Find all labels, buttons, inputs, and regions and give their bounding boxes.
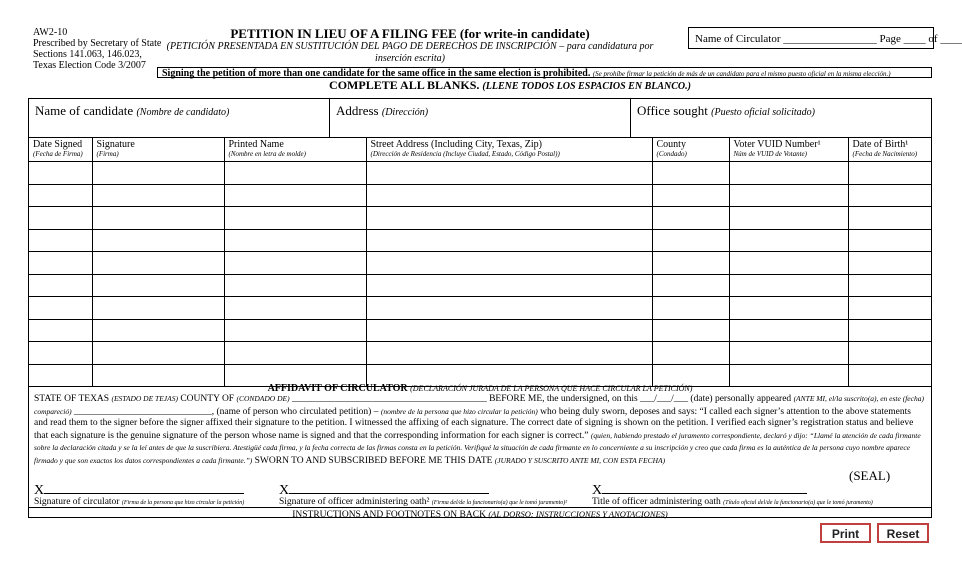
page-of-label: of — [928, 33, 938, 45]
office-sought-label: Office sought — [637, 103, 708, 118]
signer-cell[interactable] — [92, 207, 224, 230]
affidavit-heading: AFFIDAVIT OF CIRCULATOR — [267, 383, 408, 394]
affidavit-sworn-spanish: (JURADO Y SUSCRITO ANTE MI, CON ESTA FECHA) — [494, 455, 666, 465]
affidavit-state-spanish: (ESTADO DE TEJAS) — [111, 394, 178, 403]
signer-row — [29, 319, 931, 342]
affidavit-county: COUNTY OF — [180, 394, 235, 404]
signer-cell[interactable] — [652, 229, 729, 252]
col-street-address: Street Address (Including City, Texas, Zip) (Dirección de Residencia (Incluye Ciudad, Estado, Código Postal)) — [366, 138, 652, 162]
signer-cell[interactable] — [92, 297, 224, 320]
signer-cell[interactable] — [92, 319, 224, 342]
print-button[interactable]: Print — [820, 523, 871, 543]
signer-cell[interactable] — [29, 229, 92, 252]
candidate-name-field[interactable] — [29, 99, 329, 137]
col-printed-name: Printed Name (Nombre en letra de molde) — [224, 138, 366, 162]
signer-cell[interactable] — [848, 297, 931, 320]
signer-cell[interactable] — [92, 162, 224, 185]
signer-cell[interactable] — [729, 207, 848, 230]
signer-cell[interactable] — [729, 229, 848, 252]
signer-cell[interactable] — [29, 162, 92, 185]
signer-cell[interactable] — [224, 207, 366, 230]
signer-cell[interactable] — [366, 229, 652, 252]
signer-row — [29, 184, 931, 207]
signer-cell[interactable] — [366, 319, 652, 342]
signer-cell[interactable] — [29, 319, 92, 342]
col-county: County (Condado) — [652, 138, 729, 162]
candidate-name-spanish: (Nombre de candidato) — [136, 107, 230, 118]
signer-cell[interactable] — [224, 229, 366, 252]
signers-table — [29, 137, 931, 387]
affidavit-heading-spanish: (DECLARACIÓN JURADA DE LA PERSONA QUE HACE CIRCULAR LA PETICIÓN) — [410, 384, 693, 393]
affidavit-state: STATE OF TEXAS — [34, 394, 110, 404]
signer-cell[interactable] — [652, 297, 729, 320]
warning-text: Signing the petition of more than one candidate for the same office in the same election is prohibited. — [162, 68, 591, 79]
circulator-name-label: Name of Circulator — [695, 33, 781, 45]
signer-cell[interactable] — [224, 184, 366, 207]
address-field[interactable] — [329, 99, 630, 137]
signer-row — [29, 229, 931, 252]
signer-cell[interactable] — [652, 162, 729, 185]
signer-cell[interactable] — [29, 297, 92, 320]
signer-cell[interactable] — [729, 342, 848, 365]
signer-cell[interactable] — [848, 184, 931, 207]
signer-cell[interactable] — [366, 342, 652, 365]
signer-cell[interactable] — [224, 162, 366, 185]
affidavit-circulator-name-field[interactable]: _____________________________, (name of person who circulated petition) – — [74, 406, 379, 417]
circulator-name-field[interactable]: _________________ — [783, 33, 877, 45]
col-date-signed: Date Signed (Fecha de Firma) — [29, 138, 92, 162]
signer-cell[interactable] — [366, 252, 652, 275]
affidavit-county-spanish: (CONDADO DE) — [236, 394, 290, 403]
signer-cell[interactable] — [729, 162, 848, 185]
page-total-field[interactable]: ____ — [940, 33, 962, 45]
officer-signature-line[interactable]: X — [279, 482, 489, 499]
complete-spanish: (LLENE TODOS LOS ESPACIOS EN BLANCO.) — [482, 81, 691, 92]
signer-cell[interactable] — [29, 274, 92, 297]
affidavit-statement: who being duly sworn, deposes and says: “I called each signer’s attention to the above statements and read them to the signer before the signer affixed their signature to the petition. I witnessed the affixing of each signature. The correct date of signing is shown on the petition. I verified each signer’s registration status and believe that each signature is the genuine signature of the person whose name is signed and that the corresponding information for each signer is correct.” — [34, 406, 914, 441]
signer-cell[interactable] — [848, 207, 931, 230]
signer-cell[interactable] — [729, 252, 848, 275]
circulator-signature-label: Signature of circulator (Firma de la persona que hizo circular la petición) — [34, 497, 245, 507]
signer-row — [29, 342, 931, 365]
signer-cell[interactable] — [366, 274, 652, 297]
title-spanish: (PETICIÓN PRESENTADA EN SUSTITUCIÓN DEL PAGO DE DERECHOS DE INSCRIPCIÓN – para candidatura por inserción escrita) — [166, 41, 654, 64]
reset-button[interactable]: Reset — [877, 523, 929, 543]
signer-cell[interactable] — [652, 274, 729, 297]
affidavit-statement-spanish: (quien, habiendo prestado el juramento correspondiente, declaró y dijo: “Llamé la atención de cada firmante sobre la declaración citada y se la leí antes de que la suscribiera. Atestigüé cada firma, y la fecha correcta de las firmas consta en la petición. Verifiqué la situación de cada firmante en lo concerniente a su inscripción y creo que cada firma es la auténtica de la persona cuyo nombre aparece firmado y que son exactos los datos correspondientes a cada firmante.”) — [34, 430, 921, 465]
signer-cell[interactable] — [848, 162, 931, 185]
affidavit-sworn: SWORN TO AND SUBSCRIBED BEFORE ME THIS DATE — [254, 455, 493, 466]
form-title — [150, 27, 670, 65]
signers-table-header — [29, 138, 931, 162]
signer-row — [29, 207, 931, 230]
seal-label: (SEAL) — [849, 468, 891, 483]
signer-cell[interactable] — [92, 342, 224, 365]
affidavit-appeared-spanish: (ANTE MI, el/la suscrito(a), en este (fecha) compareció) — [34, 394, 924, 416]
signer-cell[interactable] — [652, 207, 729, 230]
office-sought-spanish: (Puesto oficial solicitado) — [711, 107, 816, 118]
signer-cell[interactable] — [224, 252, 366, 275]
petition-form — [28, 98, 932, 518]
signer-cell[interactable] — [29, 184, 92, 207]
signer-cell[interactable] — [729, 184, 848, 207]
form-code-reference: Texas Election Code 3/2007 — [33, 60, 146, 71]
signer-cell[interactable] — [224, 342, 366, 365]
signer-cell[interactable] — [652, 342, 729, 365]
signer-cell[interactable] — [729, 274, 848, 297]
signer-cell[interactable] — [729, 319, 848, 342]
signer-cell[interactable] — [366, 207, 652, 230]
signer-cell[interactable] — [848, 229, 931, 252]
signer-cell[interactable] — [366, 162, 652, 185]
officer-title-label: Title of officer administering oath (Título oficial del/de la funcionario(a) que le tomó juramento) — [592, 497, 873, 507]
form-prescribed: Prescribed by Secretary of State — [33, 38, 162, 49]
officer-signature-label: Signature of officer administering oath² (Firma del/de la funcionario(a) que le tomó juramento)² — [279, 497, 568, 507]
signer-cell[interactable] — [729, 297, 848, 320]
warning-spanish: (Se prohíbe firmar la petición de más de un candidato para el mismo puesto oficial en la misma elección.) — [592, 70, 891, 78]
complete-all-blanks — [200, 78, 820, 94]
circulator-page-box — [688, 27, 962, 49]
signer-cell[interactable] — [92, 274, 224, 297]
signer-cell[interactable] — [366, 184, 652, 207]
form-sections: Sections 141.063, 146.023, — [33, 49, 142, 60]
signer-cell[interactable] — [848, 252, 931, 275]
address-label: Address — [336, 103, 379, 118]
signer-cell[interactable] — [848, 342, 931, 365]
signer-cell[interactable] — [652, 319, 729, 342]
signer-cell[interactable] — [29, 207, 92, 230]
page-number-field[interactable]: ____ — [903, 33, 926, 45]
footer-note: INSTRUCTIONS AND FOOTNOTES ON BACK (AL DORSO: INSTRUCCIONES Y ANOTACIONES) — [29, 507, 931, 520]
officer-title-line[interactable]: X — [592, 482, 807, 499]
signer-cell[interactable] — [92, 184, 224, 207]
signer-cell[interactable] — [848, 319, 931, 342]
col-signature: Signature (Firma) — [92, 138, 224, 162]
circulator-signature-line[interactable]: X — [34, 482, 244, 499]
col-date-of-birth: Date of Birth¹ (Fecha de Nacimiento) — [848, 138, 931, 162]
form-code: AW2-10 — [33, 27, 68, 38]
signer-cell[interactable] — [652, 252, 729, 275]
complete-text: COMPLETE ALL BLANKS. — [329, 78, 480, 92]
signer-row — [29, 274, 931, 297]
signer-row — [29, 297, 931, 320]
signer-cell[interactable] — [92, 229, 224, 252]
signer-row — [29, 252, 931, 275]
form-identifier — [33, 27, 161, 71]
signer-cell[interactable] — [848, 274, 931, 297]
signer-cell[interactable] — [224, 297, 366, 320]
signer-cell[interactable] — [29, 252, 92, 275]
affidavit-county-date-field[interactable]: _________________________________________ BEFORE ME, the undersigned, on this ___/___/___ (date) personally appeared — [291, 394, 792, 404]
signer-row — [29, 162, 931, 185]
affidavit-text — [34, 393, 924, 467]
warning-box — [157, 67, 932, 78]
signer-cell[interactable] — [29, 342, 92, 365]
candidate-name-label: Name of candidate — [35, 103, 134, 118]
col-voter-vuid: Voter VUID Number¹ Núm de VUID de Votante) — [729, 138, 848, 162]
signer-cell[interactable] — [92, 252, 224, 275]
signer-cell[interactable] — [224, 319, 366, 342]
office-sought-field[interactable] — [630, 99, 931, 137]
signer-cell[interactable] — [224, 274, 366, 297]
signer-cell[interactable] — [366, 297, 652, 320]
page-label: Page — [879, 33, 901, 45]
title-main: PETITION IN LIEU OF A FILING FEE (for write-in candidate) — [230, 26, 590, 41]
signer-cell[interactable] — [652, 184, 729, 207]
address-spanish: (Dirección) — [381, 107, 429, 118]
affidavit-circulator-spanish: (nombre de la persona que hizo circular la petición) — [380, 406, 538, 416]
